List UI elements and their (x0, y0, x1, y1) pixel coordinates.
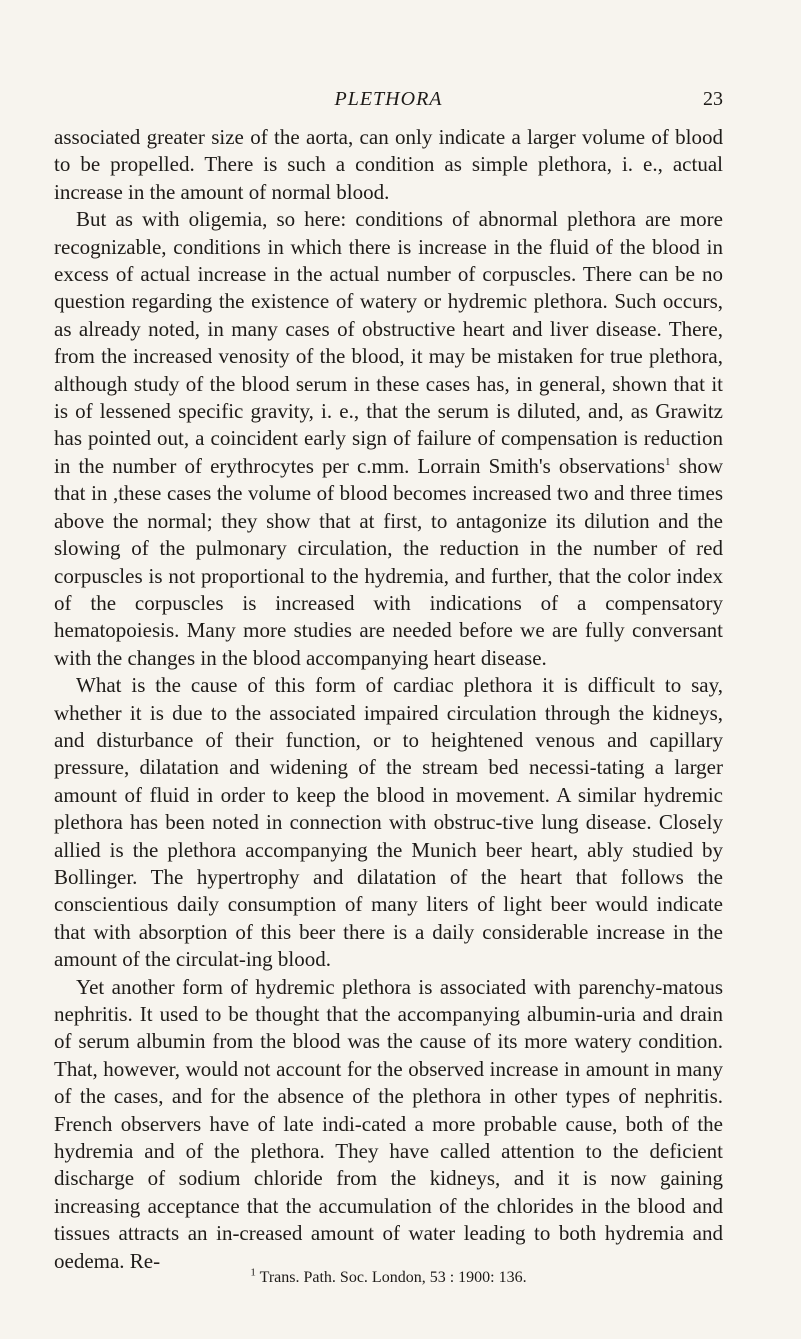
paragraph-3: What is the cause of this form of cardiac plethora it is difficult to say, whether it is due to the associated impaired circulation through the kidneys, and disturbance of their function, or to heightened venous and capillary pressure, dilatation and widening of the stream bed necessi-tating a larger amount of fluid in order to keep the blood in movement. A similar hydremic plethora has been noted in connection with obstruc-tive lung disease. Closely allied is the plethora accompanying the Munich beer heart, ably studied by Bollinger. The hypertrophy and dilatation of the heart that follows the conscientious daily consumption of many liters of light beer would indicate that with absorption of this beer there is a daily considerable increase in the amount of the circulat-ing blood. (54, 673, 723, 972)
paragraph-4: Yet another form of hydremic plethora is associated with parenchy-matous nephritis. It used to be thought that the accompanying albumin-uria and drain of serum albumin from the blood was the cause of its more watery condition. That, however, would not account for the observed increase in amount in many of the cases, and for the absence of the plethora in other types of nephritis. French observers have of late indi-cated a more probable cause, both of the hydremia and of the plethora. They have called attention to the deficient discharge of sodium chloride from the kidneys, and it is now gaining increasing acceptance that the accumulation of the chlorides in the blood and tissues attracts an in-creased amount of water leading to both hydremia and oedema. Re- (54, 974, 723, 1273)
page-number: 23 (703, 88, 723, 110)
running-title: PLETHORA (334, 88, 443, 110)
footnote-reference: 1 (665, 455, 671, 468)
footnote-marker: 1 (250, 1266, 256, 1279)
paragraph-2-part-1: But as with oligemia, so here: conditions of abnormal plethora are more recognizable, conditions in which there is increase in the fluid of the blood in excess of actual increase in the actual number of corpuscles. There can be no question regarding the existence of watery or hydremic plethora. Such occurs, as already noted, in many cases of obstructive heart and liver disease. There, from the increased venosity of the blood, it may be mistaken for true plethora, although study of the blood serum in these cases has, in general, shown that it is of lessened specific gravity, i. e., that the serum is diluted, and, as Grawitz has pointed out, a coincident early sign of failure of compensation is reduction in the number of erythrocytes per c.mm. Lorrain Smith's observations (54, 207, 723, 478)
running-head (54, 88, 723, 118)
footnote (54, 1266, 723, 1287)
paragraph-2-part-2: show that in ,these cases the volume of blood becomes increased two and three times above the normal; they show that at first, to antagonize its dilution and the slowing of the pulmonary circulation, the reduction in the number of red corpuscles is not proportional to the hydremia, and further, that the color index of the corpuscles is increased with indications of a compensatory hematopoiesis. Many more studies are needed before we are fully conversant with the changes in the blood accompanying heart disease. (54, 453, 724, 670)
paragraph-1: associated greater size of the aorta, can only indicate a larger volume of blood to be propelled. There is such a condition as simple plethora, i. e., actual increase in the amount of normal blood. (54, 125, 723, 204)
footnote-text: Trans. Path. Soc. London, 53 : 1900: 136. (255, 1269, 527, 1286)
paragraph-2 (54, 206, 723, 672)
body-text (54, 124, 723, 1275)
